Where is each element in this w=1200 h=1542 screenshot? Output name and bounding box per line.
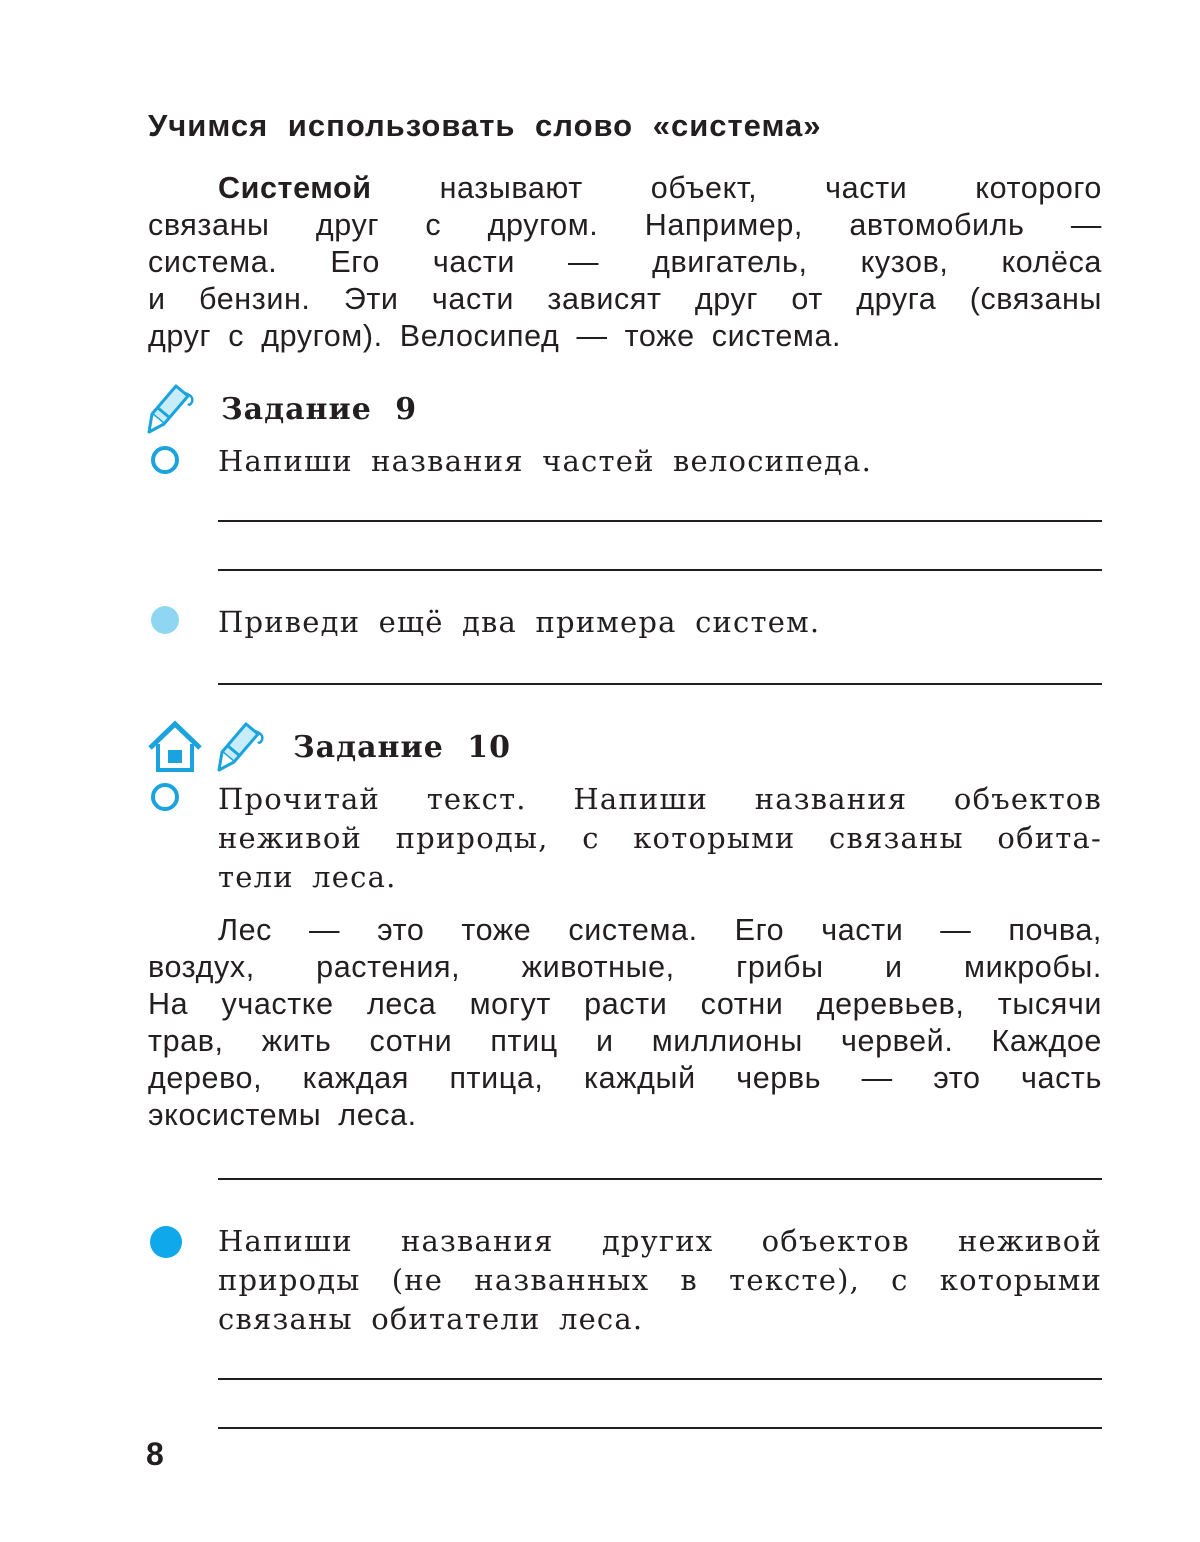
home-icon <box>146 720 204 774</box>
text-line: друг с другом). Велосипед — тоже система. <box>148 319 842 353</box>
definition-paragraph <box>148 170 1102 355</box>
definition-term: Системой <box>218 171 372 205</box>
task-10-title: Задание 10 <box>293 730 511 765</box>
text-line: связаны обитатели леса. <box>218 1302 644 1336</box>
level-circle-outline-icon <box>151 783 179 811</box>
text-line: Напиши названия других объектов неживой <box>218 1224 1102 1258</box>
answer-line[interactable] <box>218 1378 1102 1380</box>
level-circle-filled-icon <box>150 1226 182 1258</box>
level-circle-outline-icon <box>151 446 179 474</box>
text-line: На участке леса могут расти сотни деревьев, тысячи <box>148 987 1102 1021</box>
answer-line[interactable] <box>218 520 1102 522</box>
task-10-question-2 <box>218 1222 1102 1339</box>
definition-line <box>148 170 1102 207</box>
pencil-icon <box>146 382 198 436</box>
text-line: Лес — это тоже система. Его части — почва, <box>218 913 1102 947</box>
task-9-question-1 <box>218 442 1102 481</box>
task-9-title: Задание 9 <box>221 392 418 427</box>
text-line: неживой природы, с которыми связаны обита- <box>218 821 1102 855</box>
text-line: дерево, каждая птица, каждый червь — это часть <box>148 1061 1102 1095</box>
forest-text <box>148 912 1102 1134</box>
task-10-question-1 <box>218 780 1102 897</box>
text-line: тели леса. <box>218 860 397 894</box>
text-line: природы (не названных в тексте), с которыми <box>218 1263 1102 1297</box>
text-line: экосистемы леса. <box>148 1098 417 1132</box>
task-9-question-2 <box>218 603 1102 642</box>
text-line: Приведи ещё два примера систем. <box>218 605 821 639</box>
answer-line[interactable] <box>218 1427 1102 1429</box>
definition-line-rest: называют объект, части которого <box>439 171 1102 205</box>
text-line: трав, жить сотни птиц и миллионы червей. Каждое <box>148 1024 1102 1058</box>
text-line: Напиши названия частей велосипеда. <box>218 444 873 478</box>
answer-line[interactable] <box>218 683 1102 685</box>
answer-line[interactable] <box>218 569 1102 571</box>
page-number: 8 <box>146 1436 164 1472</box>
level-circle-light-icon <box>151 606 179 634</box>
text-line: система. Его части — двигатель, кузов, колёса <box>148 245 1102 279</box>
section-heading: Учимся использовать слово «система» <box>148 108 822 143</box>
text-line: и бензин. Эти части зависят друг от друга (связаны <box>148 282 1102 316</box>
text-line: воздух, растения, животные, грибы и микробы. <box>148 950 1102 984</box>
text-line: связаны друг с другом. Например, автомобиль — <box>148 208 1102 242</box>
answer-line[interactable] <box>218 1178 1102 1180</box>
pencil-icon <box>216 720 268 774</box>
text-line: Прочитай текст. Напиши названия объектов <box>218 782 1102 816</box>
